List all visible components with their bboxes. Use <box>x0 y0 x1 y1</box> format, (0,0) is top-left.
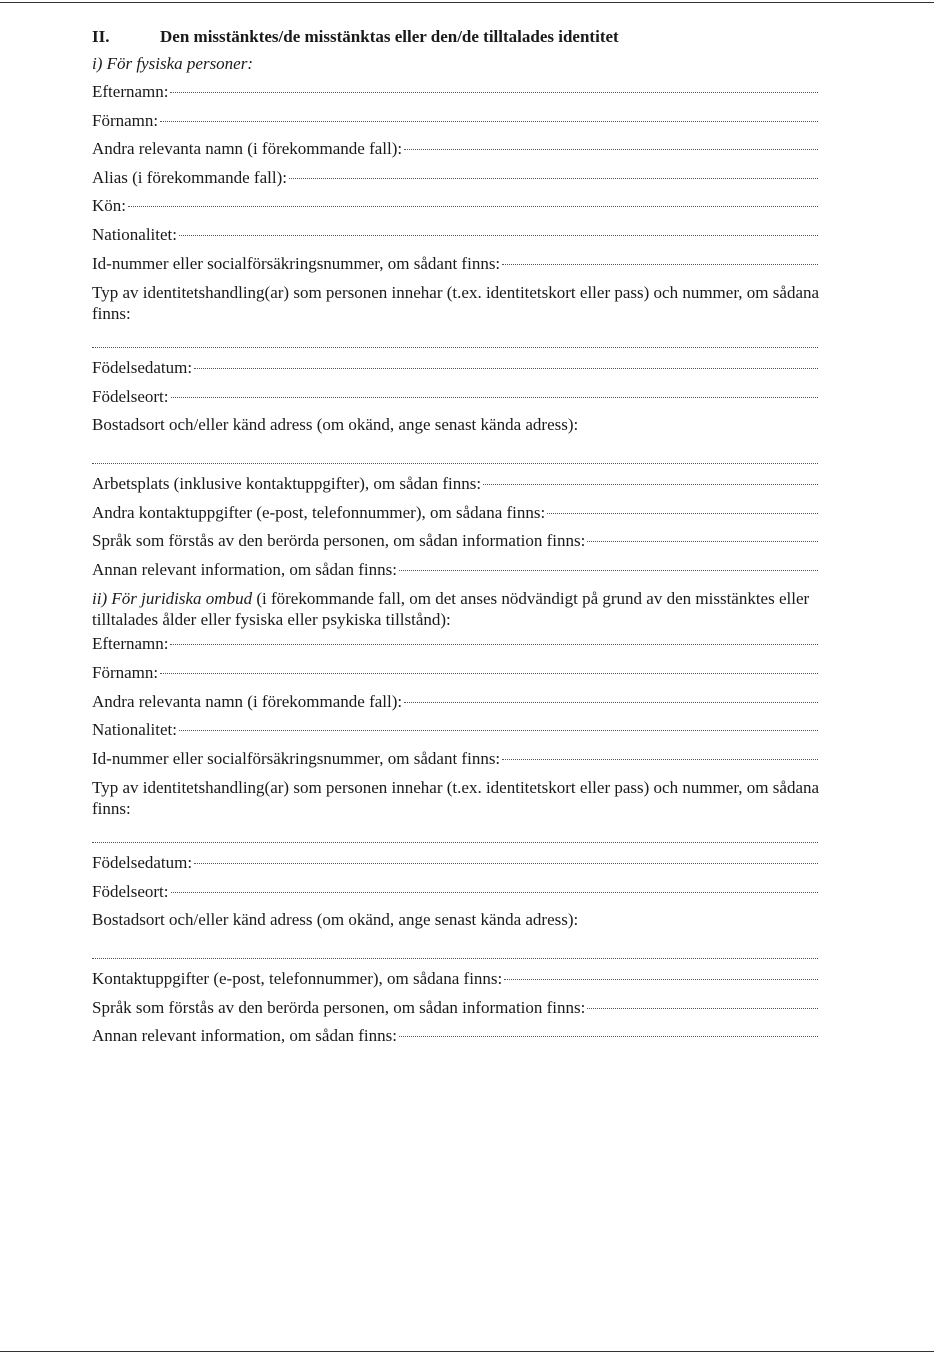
other-contact-label: Andra kontaktuppgifter (e-post, telefonnummer), om sådana finns: <box>92 502 546 522</box>
rep-other-names-line[interactable] <box>404 702 818 703</box>
natural-persons-heading: i) För fysiska personer: <box>92 54 254 73</box>
first-name-label: Förnamn: <box>92 110 159 130</box>
id-number-label: Id-nummer eller socialförsäkringsnummer, om sådant finns: <box>92 253 501 273</box>
dob-field[interactable] <box>92 354 818 383</box>
sex-label: Kön: <box>92 196 126 216</box>
rep-other-info-field[interactable] <box>92 1022 818 1051</box>
rep-surname-line[interactable] <box>170 644 818 645</box>
rep-language-line[interactable] <box>587 1008 818 1009</box>
rep-first-name-label: Förnamn: <box>92 662 159 682</box>
other-names-line[interactable] <box>404 149 818 150</box>
rep-first-name-line[interactable] <box>160 673 818 674</box>
section-number: II. <box>92 27 110 46</box>
language-label: Språk som förstås av den berörda personen, om sådan information finns: <box>92 531 586 551</box>
rep-id-number-label: Id-nummer eller socialförsäkringsnummer, om sådant finns: <box>92 748 501 768</box>
dob-line[interactable] <box>194 368 818 369</box>
rep-pob-line[interactable] <box>171 892 819 893</box>
language-field[interactable] <box>92 527 818 556</box>
rep-contact-label: Kontaktuppgifter (e-post, telefonnummer), om sådana finns: <box>92 969 503 989</box>
rep-other-names-field[interactable] <box>92 688 818 717</box>
rep-id-document-label: Typ av identitetshandling(ar) som personen innehar (t.ex. identitetskort eller pass) och nummer, om sådana finns: <box>92 778 820 819</box>
rep-surname-field[interactable] <box>92 630 818 659</box>
legal-representatives-heading <box>92 584 836 630</box>
pob-field[interactable] <box>92 383 818 412</box>
rep-nationality-field[interactable] <box>92 716 818 745</box>
rep-language-field[interactable] <box>92 994 818 1023</box>
sex-field[interactable] <box>92 192 818 221</box>
rep-surname-label: Efternamn: <box>92 634 169 654</box>
rep-other-info-line[interactable] <box>399 1036 818 1037</box>
id-document-label: Typ av identitetshandling(ar) som personen innehar (t.ex. identitetskort eller pass) och nummer, om sådana finns: <box>92 283 820 324</box>
section-title: Den misstänktes/de misstänktas eller den/de tilltalades identitet <box>160 27 619 46</box>
rep-first-name-field[interactable] <box>92 659 818 688</box>
dob-label: Födelsedatum: <box>92 358 193 378</box>
other-contact-field[interactable] <box>92 499 818 528</box>
rep-language-label: Språk som förstås av den berörda personen, om sådan information finns: <box>92 997 586 1017</box>
id-document-line[interactable] <box>92 324 818 354</box>
language-line[interactable] <box>587 541 818 542</box>
workplace-field[interactable] <box>92 470 818 499</box>
first-name-field[interactable] <box>92 107 818 136</box>
form-page <box>92 24 836 1051</box>
rep-residence-label: Bostadsort och/eller känd adress (om okänd, ange senast kända adress): <box>92 910 579 930</box>
nationality-label: Nationalitet: <box>92 224 177 244</box>
rep-contact-line[interactable] <box>504 979 818 980</box>
workplace-line[interactable] <box>483 484 818 485</box>
rep-id-number-line[interactable] <box>502 759 818 760</box>
other-info-field[interactable] <box>92 556 818 585</box>
rep-other-names-label: Andra relevanta namn (i förekommande fall): <box>92 691 403 711</box>
surname-label: Efternamn: <box>92 82 169 101</box>
surname-line[interactable] <box>170 92 818 93</box>
nationality-line[interactable] <box>179 235 818 236</box>
bottom-rule <box>0 1351 934 1352</box>
rep-residence-line[interactable] <box>92 935 818 965</box>
other-contact-line[interactable] <box>547 513 818 514</box>
other-names-field[interactable] <box>92 135 818 164</box>
legal-representatives-heading-rest: (i förekommande fall, om det anses nödvändigt på grund av den misstänktes eller tilltalades ålder eller fysiska eller psykiska tillstånd): <box>92 589 810 630</box>
nationality-field[interactable] <box>92 221 818 250</box>
residence-label: Bostadsort och/eller känd adress (om okänd, ange senast kända adress): <box>92 415 579 435</box>
rep-other-info-label: Annan relevant information, om sådan finns: <box>92 1026 397 1046</box>
other-info-label: Annan relevant information, om sådan finns: <box>92 559 397 579</box>
residence-line[interactable] <box>92 440 818 470</box>
pob-label: Födelseort: <box>92 386 169 406</box>
rep-id-number-field[interactable] <box>92 745 818 774</box>
alias-field[interactable] <box>92 164 818 193</box>
sex-line[interactable] <box>128 206 818 207</box>
workplace-label: Arbetsplats (inklusive kontaktuppgifter), om sådan finns: <box>92 473 482 493</box>
legal-representatives-heading-italic: ii) För juridiska ombud <box>92 589 253 609</box>
surname-field[interactable] <box>92 78 818 107</box>
alias-line[interactable] <box>289 178 818 179</box>
top-rule <box>0 2 934 3</box>
other-info-line[interactable] <box>399 570 818 571</box>
id-number-line[interactable] <box>502 264 818 265</box>
id-number-field[interactable] <box>92 250 818 279</box>
pob-line[interactable] <box>171 397 819 398</box>
rep-nationality-label: Nationalitet: <box>92 720 177 740</box>
rep-pob-field[interactable] <box>92 878 818 907</box>
section-heading <box>92 24 836 50</box>
rep-pob-label: Födelseort: <box>92 881 169 901</box>
rep-nationality-line[interactable] <box>179 730 818 731</box>
rep-id-document-line[interactable] <box>92 819 818 849</box>
alias-label: Alias (i förekommande fall): <box>92 167 287 187</box>
rep-dob-field[interactable] <box>92 849 818 878</box>
first-name-line[interactable] <box>160 121 818 122</box>
other-names-label: Andra relevanta namn (i förekommande fall): <box>92 139 403 159</box>
rep-dob-label: Födelsedatum: <box>92 853 193 873</box>
rep-dob-line[interactable] <box>194 863 818 864</box>
rep-contact-field[interactable] <box>92 965 818 994</box>
